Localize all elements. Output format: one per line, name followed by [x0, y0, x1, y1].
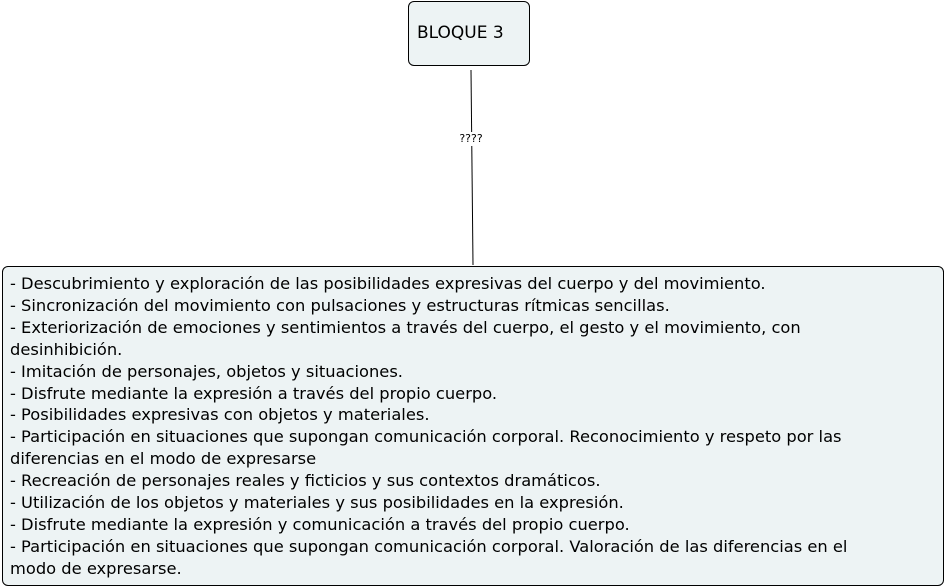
content-line: - Exteriorización de emociones y sentimientos a través del cuerpo, el gesto y el movimiento, con — [10, 317, 801, 337]
content-line: desinhibición. — [10, 339, 123, 359]
content-line: - Participación en situaciones que supongan comunicación corporal. Reconocimiento y respeto por las — [10, 427, 842, 447]
content-line: - Disfrute mediante la expresión a través del propio cuerpo. — [10, 383, 498, 403]
content-line: modo de expresarse. — [10, 558, 182, 578]
content-line: - Participación en situaciones que supongan comunicación corporal. Valoración de las diferencias en el — [10, 536, 848, 556]
concept-node-label: BLOQUE 3 — [417, 23, 504, 43]
content-line: diferencias en el modo de expresarse — [10, 449, 317, 469]
link-phrase[interactable]: ???? — [455, 132, 487, 146]
concept-node-contents[interactable] — [2, 266, 944, 586]
content-line: - Imitación de personajes, objetos y situaciones. — [10, 361, 403, 381]
content-line: - Recreación de personajes reales y ficticios y sus contextos dramáticos. — [10, 471, 601, 491]
content-line: - Utilización de los objetos y materiales y sus posibilidades en la expresión. — [10, 493, 624, 513]
content-line: - Disfrute mediante la expresión y comunicación a través del propio cuerpo. — [10, 514, 630, 534]
content-line: - Descubrimiento y exploración de las posibilidades expresivas del cuerpo y del movimiento. — [10, 274, 766, 293]
content-line: - Posibilidades expresivas con objetos y materiales. — [10, 405, 430, 425]
concept-node-bloque[interactable] — [408, 1, 530, 66]
content-line: - Sincronización del movimiento con pulsaciones y estructuras rítmicas sencillas. — [10, 295, 670, 315]
